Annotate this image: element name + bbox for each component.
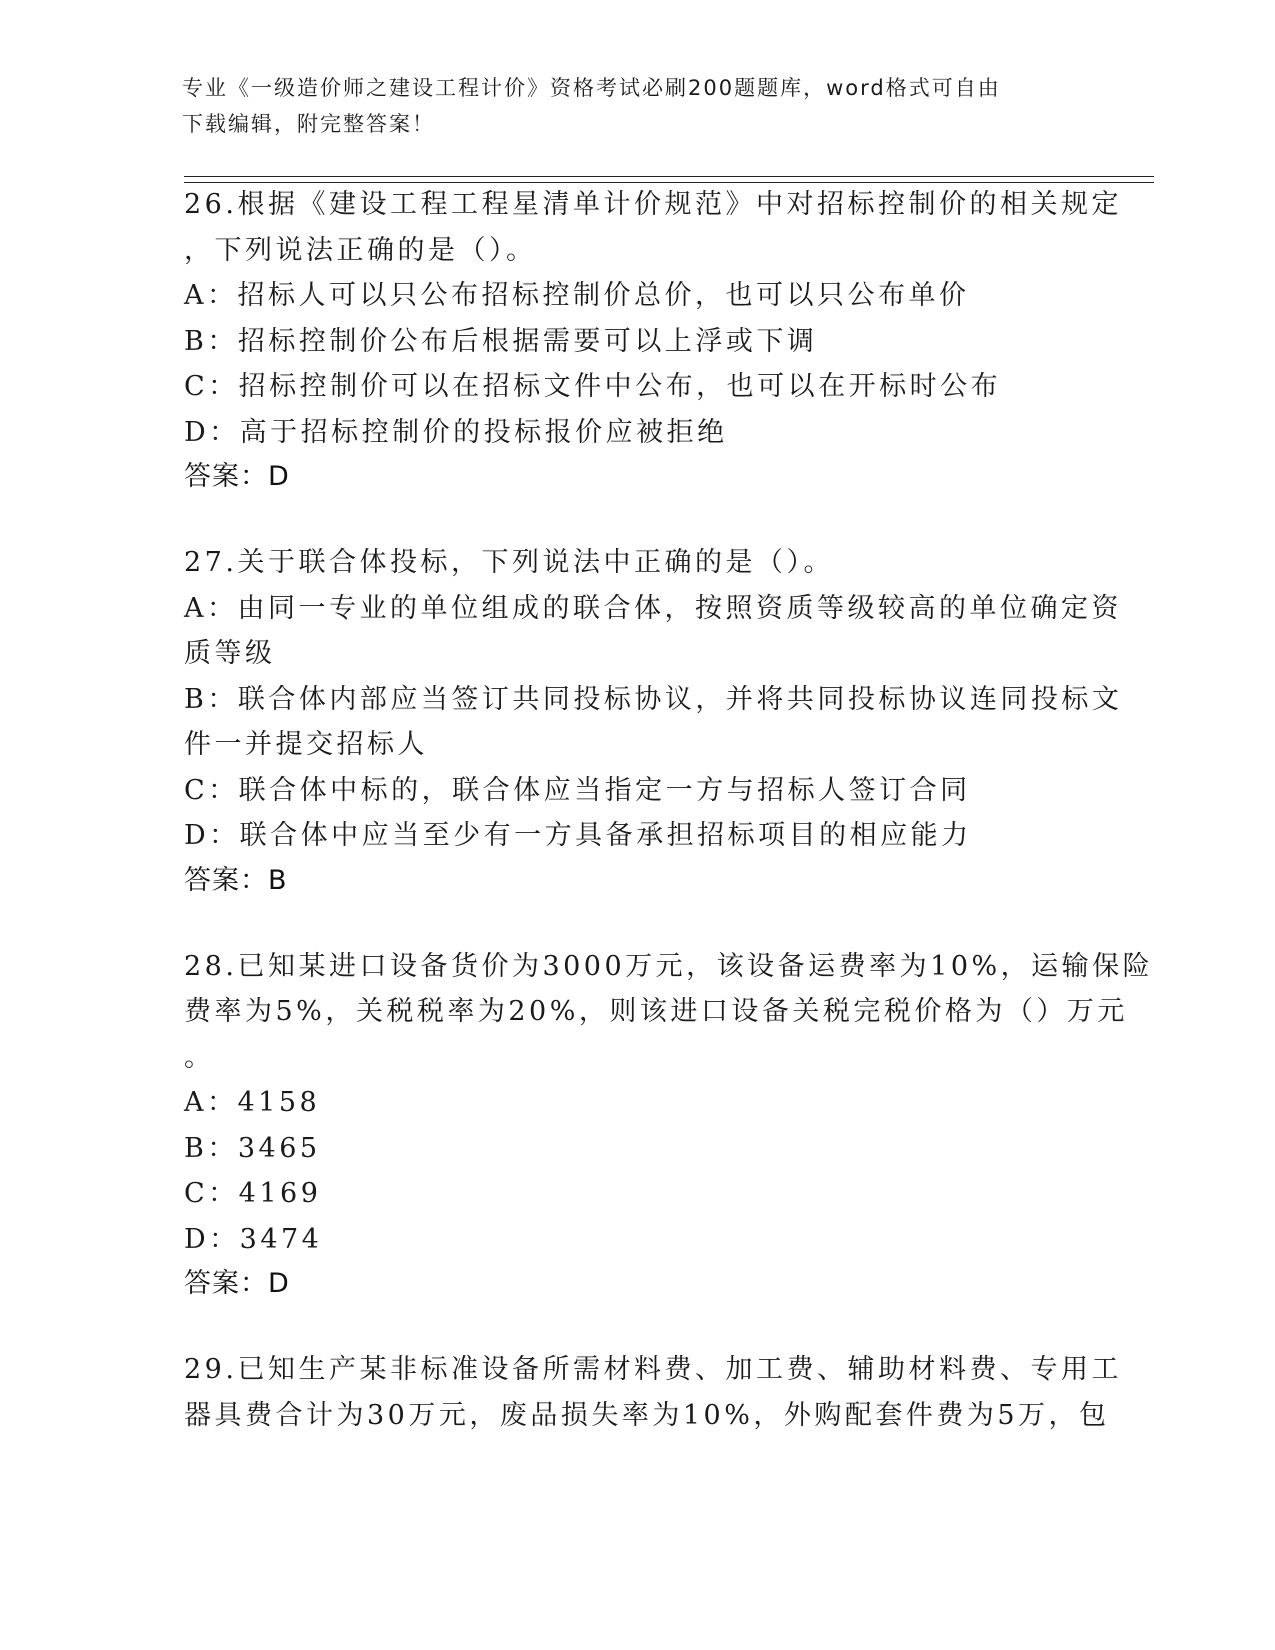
question-block [184, 540, 1123, 903]
question-stem-line: 器具费合计为30万元，废品损失率为10%，外购配套件费为5万，包 [184, 1399, 1110, 1431]
question-stem-line: 26.根据《建设工程工程星清单计价规范》中对招标控制价的相关规定 [184, 189, 1122, 220]
question-stem-line: 29.已知生产某非标准设备所需材料费、加工费、辅助材料费、专用工 [184, 1354, 1122, 1385]
option-line: D：高于招标控制价的投标报价应被拒绝 [184, 416, 728, 448]
option-line: C：联合体中标的，联合体应当指定一方与招标人签订合同 [184, 774, 971, 806]
answer-line: 答案：D [184, 461, 290, 492]
question-stem-line: 28.已知某进口设备货价为3000万元，该设备运费率为10%，运输保险 [184, 950, 1154, 982]
option-line: C：招标控制价可以在招标文件中公布，也可以在开标时公布 [184, 371, 1002, 402]
option-line: 件一并提交招标人 [184, 729, 428, 760]
question-stem-line: ，下列说法正确的是（）。 [184, 234, 537, 266]
question-list [184, 182, 1154, 1438]
option-line: B：联合体内部应当签订共同投标协议，并将共同投标协议连同投标文 [184, 683, 1123, 715]
question-spacer [184, 1306, 1084, 1347]
question-spacer [184, 499, 1084, 540]
option-line: B：3465 [184, 1132, 321, 1164]
header-divider-top [184, 176, 1154, 177]
answer-line: 答案：D [184, 1268, 290, 1299]
question-stem-line: 。 [184, 1041, 215, 1073]
option-line: B：招标控制价公布后根据需要可以上浮或下调 [184, 325, 818, 357]
option-line: 质等级 [184, 638, 276, 669]
question-block [184, 182, 1122, 499]
option-line: A：由同一专业的单位组成的联合体，按照资质等级较高的单位确定资 [184, 592, 1122, 624]
option-line: A：招标人可以只公布招标控制价总价，也可以只公布单价 [184, 280, 970, 311]
header-line-1: 专业《一级造价师之建设工程计价》资格考试必刷200题题库，word格式可自由 [182, 76, 1001, 100]
question-stem-line: 费率为5%，关税税率为20%，则该进口设备关税完税价格为（）万元 [184, 996, 1128, 1027]
header-line-2: 下载编辑，附完整答案！ [182, 112, 435, 136]
option-line: A：4158 [184, 1087, 321, 1118]
question-block [184, 944, 1154, 1307]
option-line: C：4169 [184, 1178, 322, 1209]
answer-line: 答案：B [184, 864, 288, 896]
question-stem-line: 27.关于联合体投标，下列说法中正确的是（）。 [184, 547, 834, 578]
option-line: D：3474 [184, 1223, 323, 1255]
option-line: D：联合体中应当至少有一方具备承担招标项目的相应能力 [184, 820, 972, 851]
document-header [182, 70, 1062, 142]
question-spacer [184, 903, 1084, 944]
question-block [184, 1347, 1122, 1438]
